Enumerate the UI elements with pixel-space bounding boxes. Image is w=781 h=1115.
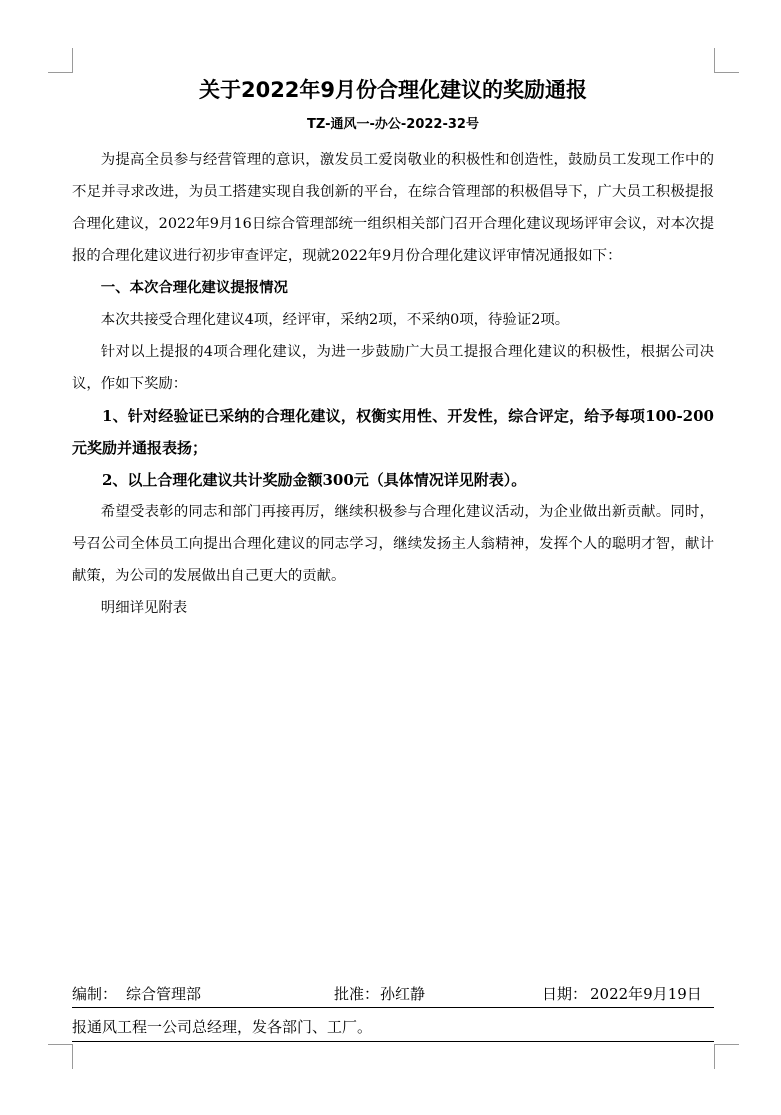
page-corner-mark-top-right [714,48,739,73]
document-number: TZ-通风一-办公-2022-32号 [307,117,479,132]
date-label: 日期： [542,985,588,1003]
page-corner-mark-bottom-left [48,1044,73,1069]
reward-intro-paragraph: 针对以上提报的4项合理化建议，为进一步鼓励广大员工提报合理化建议的积极性，根据公司决议，作如下奖励： [72,344,714,392]
approver-value: 孙红静 [380,985,426,1003]
page-corner-mark-top-left [48,48,73,73]
date-value: 2022年9月19日 [590,985,702,1003]
distribution-line: 报通风工程一公司总经理，发各部门、工厂。 [72,1013,714,1042]
reward-item-1: 1、针对经验证已采纳的合理化建议，权衡实用性、开发性，综合评定，给予每项100-200元奖励并通报表扬； [72,407,714,457]
approver-label: 批准： [334,985,380,1003]
document-body [72,144,714,624]
reward-item-2: 2、以上合理化建议共计奖励金额300元（具体情况详见附表）。 [102,471,527,489]
document-title: 关于2022年9月份合理化建议的奖励通报 [198,78,588,102]
attachment-note: 明细详见附表 [100,600,188,616]
editor-label: 编制： [72,985,118,1003]
page-corner-mark-bottom-right [714,1044,739,1069]
section-heading: 一、本次合理化建议提报情况 [100,279,288,296]
summary-paragraph: 本次共接受合理化建议4项，经评审，采纳2项，不采纳0项，待验证2项。 [100,312,570,328]
signature-line [72,981,714,1008]
editor-value: 综合管理部 [126,985,202,1003]
intro-paragraph: 为提高全员参与经营管理的意识，激发员工爱岗敬业的积极性和创造性，鼓励员工发现工作中的不足并寻求改进，为员工搭建实现自我创新的平台，在综合管理部的积极倡导下，广大员工积极提报合理化建议，2022年9月16日综合管理部统一组织相关部门召开合理化建议现场评审会议，对本次提报的合理化建议进行初步审查评定，现就2022年9月份合理化建议评审情况通报如下： [72,152,714,264]
closing-paragraph: 希望受表彰的同志和部门再接再厉，继续积极参与合理化建议活动，为企业做出新贡献。同时，号召公司全体员工向提出合理化建议的同志学习，继续发扬主人翁精神，发挥个人的聪明才智，献计献策，为公司的发展做出自己更大的贡献。 [72,504,714,584]
